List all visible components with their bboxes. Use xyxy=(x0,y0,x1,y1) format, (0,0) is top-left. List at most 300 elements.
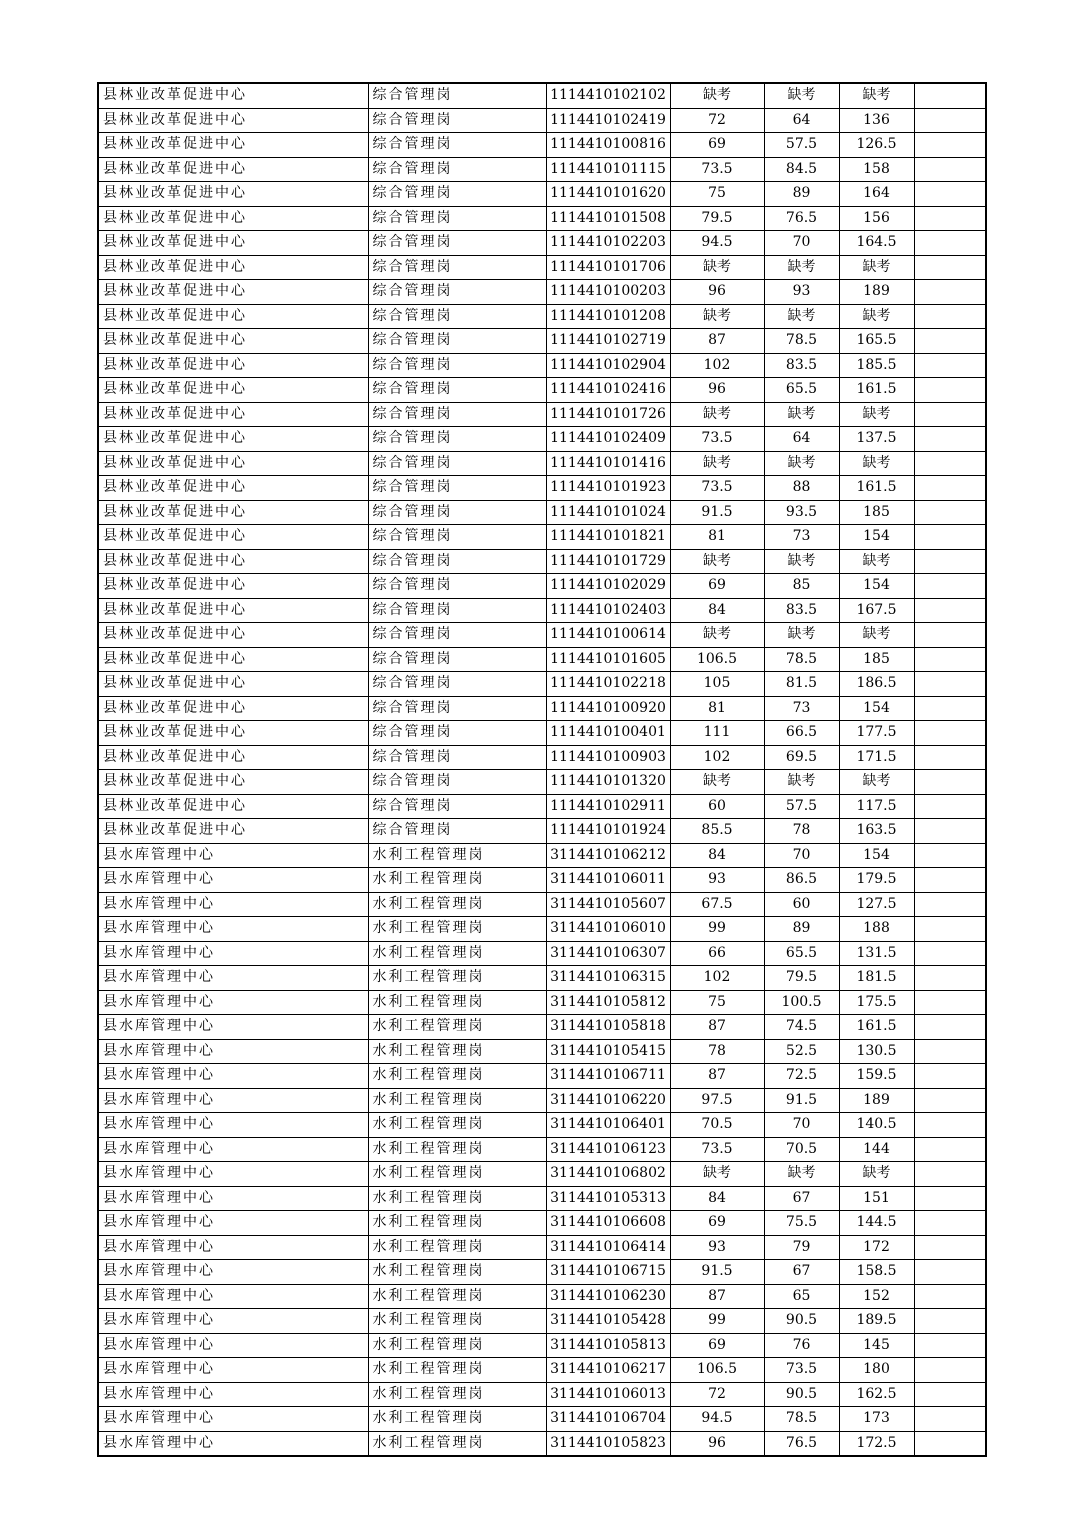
total-score-cell: 161.5 xyxy=(839,1015,914,1040)
table-row xyxy=(98,941,986,966)
total-score-cell: 136 xyxy=(839,108,914,133)
table-row xyxy=(98,1088,986,1113)
total-score-cell: 151 xyxy=(839,1186,914,1211)
remark-cell xyxy=(914,549,986,574)
table-row xyxy=(98,1431,986,1456)
remark-cell xyxy=(914,941,986,966)
second-score-cell: 76 xyxy=(764,1333,839,1358)
candidate-id-cell: 1114410101024 xyxy=(546,500,670,525)
candidate-id-cell: 3114410106704 xyxy=(546,1407,670,1432)
table-row xyxy=(98,1333,986,1358)
written-score-cell: 72 xyxy=(670,108,764,133)
unit-cell: 县林业改革促进中心 xyxy=(98,525,368,550)
second-score-cell: 76.5 xyxy=(764,206,839,231)
total-score-cell: 缺考 xyxy=(839,623,914,648)
table-row xyxy=(98,427,986,452)
table-row xyxy=(98,1039,986,1064)
remark-cell xyxy=(914,402,986,427)
unit-cell: 县水库管理中心 xyxy=(98,1382,368,1407)
candidate-id-cell: 1114410101620 xyxy=(546,182,670,207)
second-score-cell: 缺考 xyxy=(764,1162,839,1187)
candidate-id-cell: 3114410106212 xyxy=(546,843,670,868)
second-score-cell: 84.5 xyxy=(764,157,839,182)
written-score-cell: 87 xyxy=(670,1284,764,1309)
post-cell: 综合管理岗 xyxy=(368,329,546,354)
remark-cell xyxy=(914,770,986,795)
unit-cell: 县水库管理中心 xyxy=(98,1039,368,1064)
written-score-cell: 60 xyxy=(670,794,764,819)
remark-cell xyxy=(914,966,986,991)
remark-cell xyxy=(914,500,986,525)
table-row xyxy=(98,157,986,182)
second-score-cell: 67 xyxy=(764,1186,839,1211)
table-row xyxy=(98,402,986,427)
table-row xyxy=(98,1113,986,1138)
score-table xyxy=(97,82,987,1457)
total-score-cell: 缺考 xyxy=(839,770,914,795)
written-score-cell: 缺考 xyxy=(670,255,764,280)
total-score-cell: 189.5 xyxy=(839,1309,914,1334)
table-row xyxy=(98,451,986,476)
post-cell: 综合管理岗 xyxy=(368,206,546,231)
total-score-cell: 137.5 xyxy=(839,427,914,452)
total-score-cell: 181.5 xyxy=(839,966,914,991)
unit-cell: 县林业改革促进中心 xyxy=(98,329,368,354)
candidate-id-cell: 1114410102203 xyxy=(546,231,670,256)
remark-cell xyxy=(914,1088,986,1113)
remark-cell xyxy=(914,1260,986,1285)
candidate-id-cell: 3114410105823 xyxy=(546,1431,670,1456)
remark-cell xyxy=(914,868,986,893)
second-score-cell: 91.5 xyxy=(764,1088,839,1113)
candidate-id-cell: 1114410101923 xyxy=(546,476,670,501)
candidate-id-cell: 1114410100203 xyxy=(546,280,670,305)
candidate-id-cell: 3114410105812 xyxy=(546,990,670,1015)
candidate-id-cell: 3114410106307 xyxy=(546,941,670,966)
remark-cell xyxy=(914,623,986,648)
total-score-cell: 164.5 xyxy=(839,231,914,256)
unit-cell: 县水库管理中心 xyxy=(98,1235,368,1260)
table-row xyxy=(98,525,986,550)
written-score-cell: 87 xyxy=(670,1015,764,1040)
unit-cell: 县水库管理中心 xyxy=(98,1284,368,1309)
table-row xyxy=(98,647,986,672)
remark-cell xyxy=(914,794,986,819)
second-score-cell: 73 xyxy=(764,696,839,721)
total-score-cell: 188 xyxy=(839,917,914,942)
table-row xyxy=(98,794,986,819)
total-score-cell: 127.5 xyxy=(839,892,914,917)
unit-cell: 县水库管理中心 xyxy=(98,1407,368,1432)
candidate-id-cell: 3114410106315 xyxy=(546,966,670,991)
total-score-cell: 189 xyxy=(839,1088,914,1113)
written-score-cell: 缺考 xyxy=(670,549,764,574)
table-row xyxy=(98,378,986,403)
unit-cell: 县林业改革促进中心 xyxy=(98,574,368,599)
unit-cell: 县林业改革促进中心 xyxy=(98,770,368,795)
second-score-cell: 70.5 xyxy=(764,1137,839,1162)
second-score-cell: 57.5 xyxy=(764,794,839,819)
table-row xyxy=(98,476,986,501)
second-score-cell: 83.5 xyxy=(764,353,839,378)
written-score-cell: 72 xyxy=(670,1382,764,1407)
remark-cell xyxy=(914,1235,986,1260)
remark-cell xyxy=(914,476,986,501)
candidate-id-cell: 3114410105428 xyxy=(546,1309,670,1334)
written-score-cell: 缺考 xyxy=(670,1162,764,1187)
total-score-cell: 130.5 xyxy=(839,1039,914,1064)
candidate-id-cell: 3114410106802 xyxy=(546,1162,670,1187)
table-row xyxy=(98,206,986,231)
unit-cell: 县林业改革促进中心 xyxy=(98,745,368,770)
written-score-cell: 66 xyxy=(670,941,764,966)
table-row xyxy=(98,696,986,721)
table-row xyxy=(98,1407,986,1432)
table-row xyxy=(98,745,986,770)
total-score-cell: 131.5 xyxy=(839,941,914,966)
table-row xyxy=(98,966,986,991)
post-cell: 水利工程管理岗 xyxy=(368,892,546,917)
total-score-cell: 126.5 xyxy=(839,133,914,158)
written-score-cell: 105 xyxy=(670,672,764,697)
candidate-id-cell: 1114410101706 xyxy=(546,255,670,280)
total-score-cell: 缺考 xyxy=(839,1162,914,1187)
total-score-cell: 185.5 xyxy=(839,353,914,378)
written-score-cell: 99 xyxy=(670,1309,764,1334)
post-cell: 综合管理岗 xyxy=(368,83,546,108)
unit-cell: 县水库管理中心 xyxy=(98,1333,368,1358)
written-score-cell: 70.5 xyxy=(670,1113,764,1138)
remark-cell xyxy=(914,451,986,476)
unit-cell: 县水库管理中心 xyxy=(98,1211,368,1236)
post-cell: 综合管理岗 xyxy=(368,476,546,501)
written-score-cell: 75 xyxy=(670,990,764,1015)
second-score-cell: 78 xyxy=(764,819,839,844)
written-score-cell: 75 xyxy=(670,182,764,207)
written-score-cell: 缺考 xyxy=(670,402,764,427)
table-row xyxy=(98,892,986,917)
table-row xyxy=(98,1358,986,1383)
remark-cell xyxy=(914,1137,986,1162)
written-score-cell: 96 xyxy=(670,1431,764,1456)
second-score-cell: 52.5 xyxy=(764,1039,839,1064)
post-cell: 水利工程管理岗 xyxy=(368,941,546,966)
total-score-cell: 缺考 xyxy=(839,549,914,574)
second-score-cell: 67 xyxy=(764,1260,839,1285)
table-row xyxy=(98,133,986,158)
candidate-id-cell: 3114410106715 xyxy=(546,1260,670,1285)
candidate-id-cell: 3114410105313 xyxy=(546,1186,670,1211)
table-row xyxy=(98,83,986,108)
remark-cell xyxy=(914,157,986,182)
post-cell: 水利工程管理岗 xyxy=(368,1137,546,1162)
total-score-cell: 189 xyxy=(839,280,914,305)
second-score-cell: 64 xyxy=(764,427,839,452)
unit-cell: 县水库管理中心 xyxy=(98,892,368,917)
candidate-id-cell: 3114410106220 xyxy=(546,1088,670,1113)
total-score-cell: 186.5 xyxy=(839,672,914,697)
second-score-cell: 78.5 xyxy=(764,1407,839,1432)
second-score-cell: 70 xyxy=(764,1113,839,1138)
second-score-cell: 90.5 xyxy=(764,1382,839,1407)
table-row xyxy=(98,353,986,378)
table-row xyxy=(98,1260,986,1285)
candidate-id-cell: 1114410102719 xyxy=(546,329,670,354)
remark-cell xyxy=(914,182,986,207)
written-score-cell: 87 xyxy=(670,1064,764,1089)
second-score-cell: 65.5 xyxy=(764,941,839,966)
post-cell: 水利工程管理岗 xyxy=(368,1088,546,1113)
candidate-id-cell: 3114410106711 xyxy=(546,1064,670,1089)
post-cell: 综合管理岗 xyxy=(368,427,546,452)
candidate-id-cell: 1114410100816 xyxy=(546,133,670,158)
second-score-cell: 缺考 xyxy=(764,451,839,476)
remark-cell xyxy=(914,917,986,942)
second-score-cell: 93 xyxy=(764,280,839,305)
remark-cell xyxy=(914,574,986,599)
remark-cell xyxy=(914,843,986,868)
written-score-cell: 81 xyxy=(670,525,764,550)
post-cell: 水利工程管理岗 xyxy=(368,1309,546,1334)
second-score-cell: 73.5 xyxy=(764,1358,839,1383)
remark-cell xyxy=(914,1284,986,1309)
table-row xyxy=(98,1186,986,1211)
remark-cell xyxy=(914,1309,986,1334)
written-score-cell: 106.5 xyxy=(670,1358,764,1383)
unit-cell: 县林业改革促进中心 xyxy=(98,819,368,844)
unit-cell: 县林业改革促进中心 xyxy=(98,108,368,133)
unit-cell: 县水库管理中心 xyxy=(98,1088,368,1113)
second-score-cell: 89 xyxy=(764,917,839,942)
second-score-cell: 65.5 xyxy=(764,378,839,403)
remark-cell xyxy=(914,819,986,844)
total-score-cell: 171.5 xyxy=(839,745,914,770)
post-cell: 综合管理岗 xyxy=(368,182,546,207)
post-cell: 水利工程管理岗 xyxy=(368,966,546,991)
table-row xyxy=(98,672,986,697)
table-row xyxy=(98,280,986,305)
candidate-id-cell: 1114410102029 xyxy=(546,574,670,599)
table-row xyxy=(98,598,986,623)
remark-cell xyxy=(914,1039,986,1064)
second-score-cell: 78.5 xyxy=(764,647,839,672)
total-score-cell: 缺考 xyxy=(839,451,914,476)
candidate-id-cell: 3114410105607 xyxy=(546,892,670,917)
remark-cell xyxy=(914,1113,986,1138)
second-score-cell: 93.5 xyxy=(764,500,839,525)
candidate-id-cell: 3114410106013 xyxy=(546,1382,670,1407)
post-cell: 综合管理岗 xyxy=(368,598,546,623)
written-score-cell: 91.5 xyxy=(670,500,764,525)
table-row xyxy=(98,304,986,329)
candidate-id-cell: 1114410101726 xyxy=(546,402,670,427)
second-score-cell: 缺考 xyxy=(764,402,839,427)
total-score-cell: 167.5 xyxy=(839,598,914,623)
remark-cell xyxy=(914,1064,986,1089)
post-cell: 综合管理岗 xyxy=(368,745,546,770)
written-score-cell: 87 xyxy=(670,329,764,354)
post-cell: 水利工程管理岗 xyxy=(368,1260,546,1285)
written-score-cell: 73.5 xyxy=(670,427,764,452)
table-row xyxy=(98,1162,986,1187)
second-score-cell: 缺考 xyxy=(764,770,839,795)
unit-cell: 县林业改革促进中心 xyxy=(98,280,368,305)
candidate-id-cell: 3114410106011 xyxy=(546,868,670,893)
unit-cell: 县林业改革促进中心 xyxy=(98,353,368,378)
post-cell: 综合管理岗 xyxy=(368,819,546,844)
table-row xyxy=(98,1211,986,1236)
remark-cell xyxy=(914,990,986,1015)
unit-cell: 县水库管理中心 xyxy=(98,1137,368,1162)
second-score-cell: 75.5 xyxy=(764,1211,839,1236)
candidate-id-cell: 3114410106414 xyxy=(546,1235,670,1260)
unit-cell: 县林业改革促进中心 xyxy=(98,647,368,672)
unit-cell: 县林业改革促进中心 xyxy=(98,500,368,525)
score-table-body xyxy=(98,83,986,1456)
written-score-cell: 102 xyxy=(670,353,764,378)
post-cell: 水利工程管理岗 xyxy=(368,1186,546,1211)
second-score-cell: 73 xyxy=(764,525,839,550)
written-score-cell: 69 xyxy=(670,1333,764,1358)
written-score-cell: 78 xyxy=(670,1039,764,1064)
post-cell: 水利工程管理岗 xyxy=(368,1431,546,1456)
table-row xyxy=(98,843,986,868)
candidate-id-cell: 1114410100401 xyxy=(546,721,670,746)
second-score-cell: 70 xyxy=(764,843,839,868)
remark-cell xyxy=(914,1211,986,1236)
remark-cell xyxy=(914,1015,986,1040)
total-score-cell: 164 xyxy=(839,182,914,207)
total-score-cell: 140.5 xyxy=(839,1113,914,1138)
written-score-cell: 69 xyxy=(670,1211,764,1236)
post-cell: 水利工程管理岗 xyxy=(368,1284,546,1309)
total-score-cell: 180 xyxy=(839,1358,914,1383)
second-score-cell: 79.5 xyxy=(764,966,839,991)
unit-cell: 县林业改革促进中心 xyxy=(98,182,368,207)
unit-cell: 县水库管理中心 xyxy=(98,1162,368,1187)
written-score-cell: 缺考 xyxy=(670,83,764,108)
candidate-id-cell: 1114410101208 xyxy=(546,304,670,329)
candidate-id-cell: 3114410106217 xyxy=(546,1358,670,1383)
second-score-cell: 90.5 xyxy=(764,1309,839,1334)
post-cell: 水利工程管理岗 xyxy=(368,1162,546,1187)
written-score-cell: 96 xyxy=(670,280,764,305)
total-score-cell: 156 xyxy=(839,206,914,231)
written-score-cell: 缺考 xyxy=(670,304,764,329)
post-cell: 综合管理岗 xyxy=(368,231,546,256)
total-score-cell: 173 xyxy=(839,1407,914,1432)
table-row xyxy=(98,255,986,280)
second-score-cell: 60 xyxy=(764,892,839,917)
second-score-cell: 79 xyxy=(764,1235,839,1260)
remark-cell xyxy=(914,280,986,305)
total-score-cell: 缺考 xyxy=(839,402,914,427)
written-score-cell: 69 xyxy=(670,574,764,599)
unit-cell: 县林业改革促进中心 xyxy=(98,133,368,158)
table-row xyxy=(98,500,986,525)
written-score-cell: 111 xyxy=(670,721,764,746)
candidate-id-cell: 1114410102416 xyxy=(546,378,670,403)
candidate-id-cell: 1114410102409 xyxy=(546,427,670,452)
unit-cell: 县水库管理中心 xyxy=(98,941,368,966)
written-score-cell: 97.5 xyxy=(670,1088,764,1113)
remark-cell xyxy=(914,206,986,231)
candidate-id-cell: 1114410100903 xyxy=(546,745,670,770)
unit-cell: 县林业改革促进中心 xyxy=(98,623,368,648)
post-cell: 综合管理岗 xyxy=(368,451,546,476)
remark-cell xyxy=(914,892,986,917)
table-row xyxy=(98,1309,986,1334)
post-cell: 水利工程管理岗 xyxy=(368,1064,546,1089)
post-cell: 水利工程管理岗 xyxy=(368,1235,546,1260)
second-score-cell: 76.5 xyxy=(764,1431,839,1456)
candidate-id-cell: 1114410101416 xyxy=(546,451,670,476)
second-score-cell: 83.5 xyxy=(764,598,839,623)
table-row xyxy=(98,574,986,599)
candidate-id-cell: 1114410101320 xyxy=(546,770,670,795)
unit-cell: 县水库管理中心 xyxy=(98,1186,368,1211)
unit-cell: 县林业改革促进中心 xyxy=(98,206,368,231)
unit-cell: 县林业改革促进中心 xyxy=(98,721,368,746)
total-score-cell: 144.5 xyxy=(839,1211,914,1236)
post-cell: 综合管理岗 xyxy=(368,647,546,672)
second-score-cell: 64 xyxy=(764,108,839,133)
remark-cell xyxy=(914,83,986,108)
table-row xyxy=(98,819,986,844)
remark-cell xyxy=(914,329,986,354)
post-cell: 综合管理岗 xyxy=(368,525,546,550)
unit-cell: 县林业改革促进中心 xyxy=(98,672,368,697)
second-score-cell: 86.5 xyxy=(764,868,839,893)
written-score-cell: 84 xyxy=(670,843,764,868)
written-score-cell: 缺考 xyxy=(670,451,764,476)
total-score-cell: 117.5 xyxy=(839,794,914,819)
unit-cell: 县水库管理中心 xyxy=(98,843,368,868)
table-row xyxy=(98,770,986,795)
candidate-id-cell: 3114410106010 xyxy=(546,917,670,942)
unit-cell: 县水库管理中心 xyxy=(98,1064,368,1089)
candidate-id-cell: 1114410101605 xyxy=(546,647,670,672)
remark-cell xyxy=(914,1162,986,1187)
post-cell: 水利工程管理岗 xyxy=(368,868,546,893)
unit-cell: 县水库管理中心 xyxy=(98,1015,368,1040)
candidate-id-cell: 1114410101729 xyxy=(546,549,670,574)
written-score-cell: 96 xyxy=(670,378,764,403)
total-score-cell: 185 xyxy=(839,647,914,672)
written-score-cell: 84 xyxy=(670,1186,764,1211)
remark-cell xyxy=(914,1382,986,1407)
post-cell: 水利工程管理岗 xyxy=(368,1407,546,1432)
second-score-cell: 74.5 xyxy=(764,1015,839,1040)
post-cell: 水利工程管理岗 xyxy=(368,843,546,868)
second-score-cell: 89 xyxy=(764,182,839,207)
candidate-id-cell: 3114410105813 xyxy=(546,1333,670,1358)
second-score-cell: 65 xyxy=(764,1284,839,1309)
total-score-cell: 158 xyxy=(839,157,914,182)
table-row xyxy=(98,329,986,354)
post-cell: 综合管理岗 xyxy=(368,402,546,427)
written-score-cell: 102 xyxy=(670,745,764,770)
total-score-cell: 175.5 xyxy=(839,990,914,1015)
unit-cell: 县水库管理中心 xyxy=(98,990,368,1015)
second-score-cell: 69.5 xyxy=(764,745,839,770)
candidate-id-cell: 1114410100614 xyxy=(546,623,670,648)
second-score-cell: 100.5 xyxy=(764,990,839,1015)
total-score-cell: 165.5 xyxy=(839,329,914,354)
candidate-id-cell: 1114410102911 xyxy=(546,794,670,819)
second-score-cell: 66.5 xyxy=(764,721,839,746)
total-score-cell: 缺考 xyxy=(839,83,914,108)
